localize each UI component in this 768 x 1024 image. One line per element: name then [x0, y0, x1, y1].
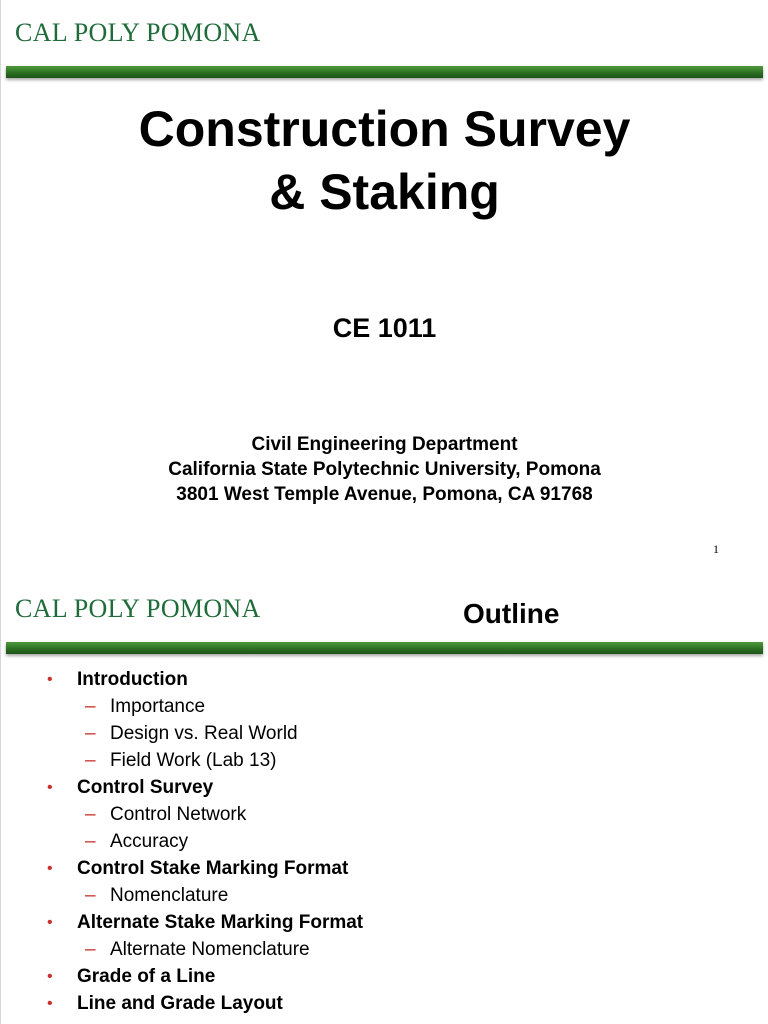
title-line: & Staking — [269, 164, 500, 220]
outline-subitem-label: Alternate Nomenclature — [110, 939, 310, 960]
department-address — [1, 432, 768, 507]
dash-icon: – — [85, 804, 96, 825]
outline-item — [1, 855, 768, 882]
outline-item-label: Introduction — [77, 669, 188, 690]
outline-item-label: Grade of a Line — [77, 966, 216, 987]
header-divider-bar — [6, 66, 763, 78]
outline-title: Outline — [463, 598, 560, 629]
bullet-icon: • — [47, 779, 53, 796]
cal-poly-pomona-logo: CAL POLY POMONA — [15, 594, 261, 623]
header-divider-bar — [6, 642, 763, 654]
outline-subitem — [1, 828, 768, 855]
dash-icon: – — [85, 696, 96, 717]
outline-item — [1, 909, 768, 936]
title-line: Construction Survey — [138, 101, 631, 157]
outline-item-label: Control Survey — [77, 777, 214, 798]
address-line: California State Polytechnic University, Pomona — [168, 459, 601, 480]
bullet-icon: • — [47, 995, 53, 1012]
outline-subitem-label: Field Work (Lab 13) — [110, 750, 277, 771]
outline-subitem — [1, 693, 768, 720]
outline-subitem — [1, 936, 768, 963]
page-number: 1 — [713, 542, 719, 556]
outline-list — [1, 666, 768, 1017]
outline-item — [1, 963, 768, 990]
outline-item — [1, 990, 768, 1017]
outline-item-label: Line and Grade Layout — [77, 993, 283, 1014]
outline-item-label: Alternate Stake Marking Format — [77, 912, 364, 933]
bullet-icon: • — [47, 860, 53, 877]
outline-subitem — [1, 720, 768, 747]
course-code: CE 1011 — [332, 313, 437, 343]
dash-icon: – — [85, 939, 96, 960]
outline-subitem-label: Control Network — [110, 804, 247, 825]
bullet-icon: • — [47, 914, 53, 931]
address-line: Civil Engineering Department — [251, 434, 518, 455]
dash-icon: – — [85, 831, 96, 852]
address-line: 3801 West Temple Avenue, Pomona, CA 91768 — [176, 484, 593, 505]
slide-title — [1, 98, 768, 224]
outline-item — [1, 774, 768, 801]
bullet-icon: • — [47, 671, 53, 688]
dash-icon: – — [85, 885, 96, 906]
dash-icon: – — [85, 723, 96, 744]
outline-subitem-label: Importance — [110, 696, 206, 717]
outline-item-label: Control Stake Marking Format — [77, 858, 349, 879]
outline-subitem-label: Accuracy — [110, 831, 189, 852]
bullet-icon: • — [47, 968, 53, 985]
outline-subitem — [1, 882, 768, 909]
outline-slide — [0, 572, 768, 1024]
dash-icon: – — [85, 750, 96, 771]
outline-subitem — [1, 747, 768, 774]
outline-subitem-label: Design vs. Real World — [110, 723, 298, 744]
outline-item — [1, 666, 768, 693]
cal-poly-pomona-logo: CAL POLY POMONA — [15, 18, 261, 47]
outline-subitem-label: Nomenclature — [110, 885, 229, 906]
outline-subitem — [1, 801, 768, 828]
